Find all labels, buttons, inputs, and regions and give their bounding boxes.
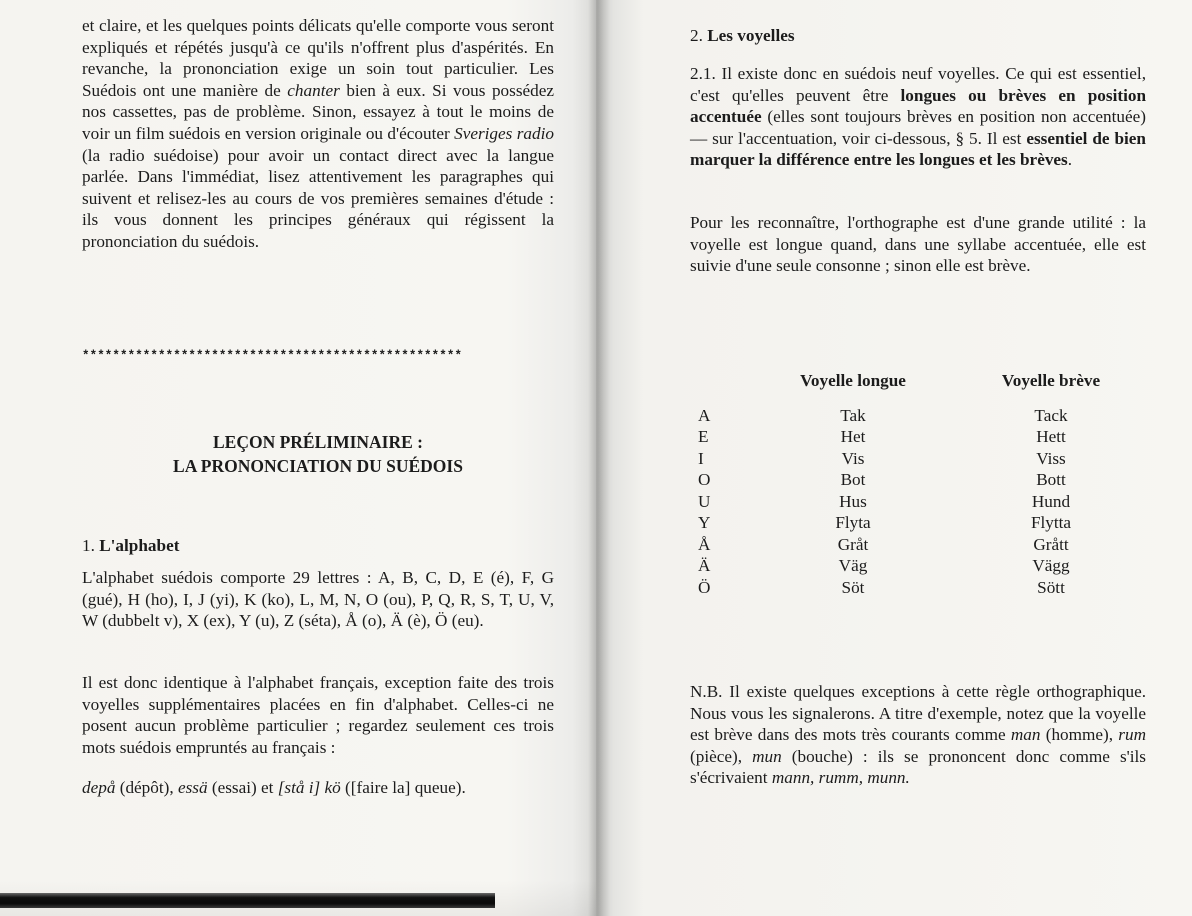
lesson-title — [82, 430, 554, 478]
vowel-long-example: Gråt — [837, 534, 869, 554]
p21-bold-essentiel: essentiel de bien marquer la différence entre les longues et les brèves — [690, 128, 1146, 170]
vowel-letter: A — [698, 405, 711, 425]
alphabet-paragraph: L'alphabet suédois comporte 29 lettres : A, B, C, D, E (é), F, G (gué), H (ho), I, J (yi), K (ko), L, M, N, O (ou), P, Q, R, S, T, U, V, W (dubbelt v), X (ex), Y (u), Z (séta), Å (o), Ä (è), Ö (eu). — [82, 568, 554, 631]
vowel-row — [698, 555, 1154, 577]
p21-bold-longues-breves: longues ou brèves en position accentuée — [690, 85, 1146, 127]
vowel-row — [698, 491, 1154, 513]
nb-text-4: (bouche) : ils se prononcent donc comme s'ils s'écrivaient — [690, 746, 1146, 788]
vowel-letter: U — [698, 491, 711, 511]
vowel-letter: O — [698, 470, 711, 489]
example-essa: essä — [177, 778, 208, 797]
vowel-long-example: Tak — [840, 405, 866, 425]
vowel-row — [698, 512, 1154, 534]
header-short: Voyelle brève — [1001, 371, 1101, 390]
example-depa: depå — [82, 778, 116, 797]
vowel-letter: Å — [698, 534, 711, 554]
p21-text-1: 2.1. Il existe donc en suédois neuf voyelles. Ce qui est essentiel, c'est qu'elles peuvent être — [690, 64, 1146, 105]
intro-text-1: et claire, et les quelques points délicats qu'elle comporte vous seront expliqués et répétés jusqu'à ce qu'ils n'offrent plus d'aspérités. En revanche, la prononciation exige un soin tout particulier. Les Suédois ont une manière de — [82, 16, 554, 100]
lesson-title-line-2: LA PRONONCIATION DU SUÉDOIS — [173, 456, 463, 476]
vowel-row — [698, 448, 1154, 470]
section-2-number: 2. — [690, 26, 703, 45]
vowel-letter: E — [698, 427, 709, 446]
vowel-short-example: Hett — [1036, 427, 1066, 446]
nb-italic-rum: rum — [1118, 725, 1146, 745]
lesson-title-line-1: LEÇON PRÉLIMINAIRE : — [212, 432, 424, 452]
vowel-row — [698, 577, 1154, 599]
vowel-short-example: Vägg — [1032, 556, 1070, 575]
header-letter — [698, 370, 758, 405]
vowel-table — [698, 370, 1154, 598]
nb-text-3: (pièce), — [690, 746, 753, 766]
section-1-title: L'alphabet — [99, 536, 180, 555]
vowel-table-body — [698, 405, 1154, 599]
intro-text-3: (la radio suédoise) pour avoir un contact direct avec la langue parlée. Dans l'immédiat, lisez attentivement les paragraphes qui suivent et relisez-les au cours de vos premières semaines d'étude : ils vous donnent les principes généraux qui régissent la prononciation du suédois. — [82, 145, 554, 251]
section-1-heading — [82, 536, 554, 556]
header-long: Voyelle longue — [800, 371, 906, 390]
separator-stars: ************************************************** — [82, 349, 463, 363]
right-page — [596, 0, 1192, 916]
vowel-row — [698, 469, 1154, 491]
vowel-long-example: Söt — [841, 577, 865, 597]
vowel-short-example: Hund — [1031, 491, 1071, 511]
vowel-table-header — [698, 370, 1154, 405]
p21-text-2: (elles sont toujours brèves en position non accentuée) — sur l'accentuation, voir ci-dessous, § 5. Il est — [690, 107, 1146, 148]
vowel-long-example: Flyta — [835, 513, 871, 532]
vowel-short-example: Flytta — [1030, 513, 1072, 532]
vowel-long-example: Bot — [840, 470, 866, 489]
vowel-short-example: Tack — [1034, 405, 1068, 425]
example-gloss-2: (essai) et — [207, 778, 278, 797]
paragraph-2-1 — [690, 63, 1146, 171]
nb-paragraph — [690, 681, 1146, 789]
vowel-long-example: Väg — [838, 556, 868, 575]
binding-edge — [0, 893, 495, 908]
example-sta-i-ko: [stå i] kö — [277, 778, 341, 797]
vowel-letter: Ä — [698, 556, 711, 575]
intro-paragraph — [82, 15, 554, 253]
vowel-short-example: Bott — [1036, 470, 1066, 489]
vowel-row — [698, 534, 1154, 556]
nb-italic-spellings: mann, rumm, munn. — [771, 768, 910, 788]
identique-paragraph: Il est donc identique à l'alphabet français, exception faite des trois voyelles supplémentaires placées en fin d'alphabet. Celles-ci ne posent aucun problème particulier ; regardez seulement ces trois mots suédois empruntés au français : — [82, 673, 554, 757]
nb-text-2: (homme), — [1040, 725, 1119, 745]
vowel-long-example: Hus — [839, 491, 867, 511]
section-1-number: 1. — [82, 536, 95, 555]
vowel-short-example: Viss — [1036, 448, 1066, 468]
intro-italic-chanter: chanter — [287, 80, 340, 100]
example-gloss-1: (dépôt), — [115, 778, 178, 797]
vowel-row — [698, 426, 1154, 448]
examples-line — [82, 777, 554, 799]
p21-text-3: . — [1067, 150, 1073, 170]
intro-italic-sveriges-radio: Sveriges radio — [454, 123, 554, 143]
vowel-letter: I — [698, 448, 704, 468]
vowel-row — [698, 405, 1154, 427]
nb-text-1: N.B. Il existe quelques exceptions à cette règle orthographique. Nous vous les signalerons. A titre d'exemple, notez que la voyelle est brève dans des mots très courants comme — [690, 682, 1146, 745]
vowel-short-example: Grått — [1033, 534, 1069, 554]
intro-text-2: bien à eux. Si vous possédez nos cassettes, pas de problème. Sinon, essayez à tout le moins de voir un film suédois en version originale ou d'écouter — [82, 80, 554, 143]
vowel-long-example: Het — [840, 427, 866, 446]
reconnaitre-paragraph: Pour les reconnaître, l'orthographe est d'une grande utilité : la voyelle est longue quand, dans une syllabe accentuée, elle est suivie d'une seule consonne ; sinon elle est brève. — [690, 213, 1146, 276]
book-gutter — [588, 0, 610, 916]
section-2-heading — [690, 26, 1146, 46]
section-2-title: Les voyelles — [707, 26, 795, 45]
nb-italic-mun: mun — [752, 746, 782, 766]
vowel-short-example: Sött — [1037, 577, 1065, 597]
nb-italic-man: man — [1010, 725, 1041, 745]
vowel-letter: Y — [698, 513, 711, 532]
vowel-letter: Ö — [698, 577, 711, 597]
vowel-long-example: Vis — [841, 448, 865, 468]
example-gloss-3: ([faire la] queue). — [340, 778, 466, 797]
